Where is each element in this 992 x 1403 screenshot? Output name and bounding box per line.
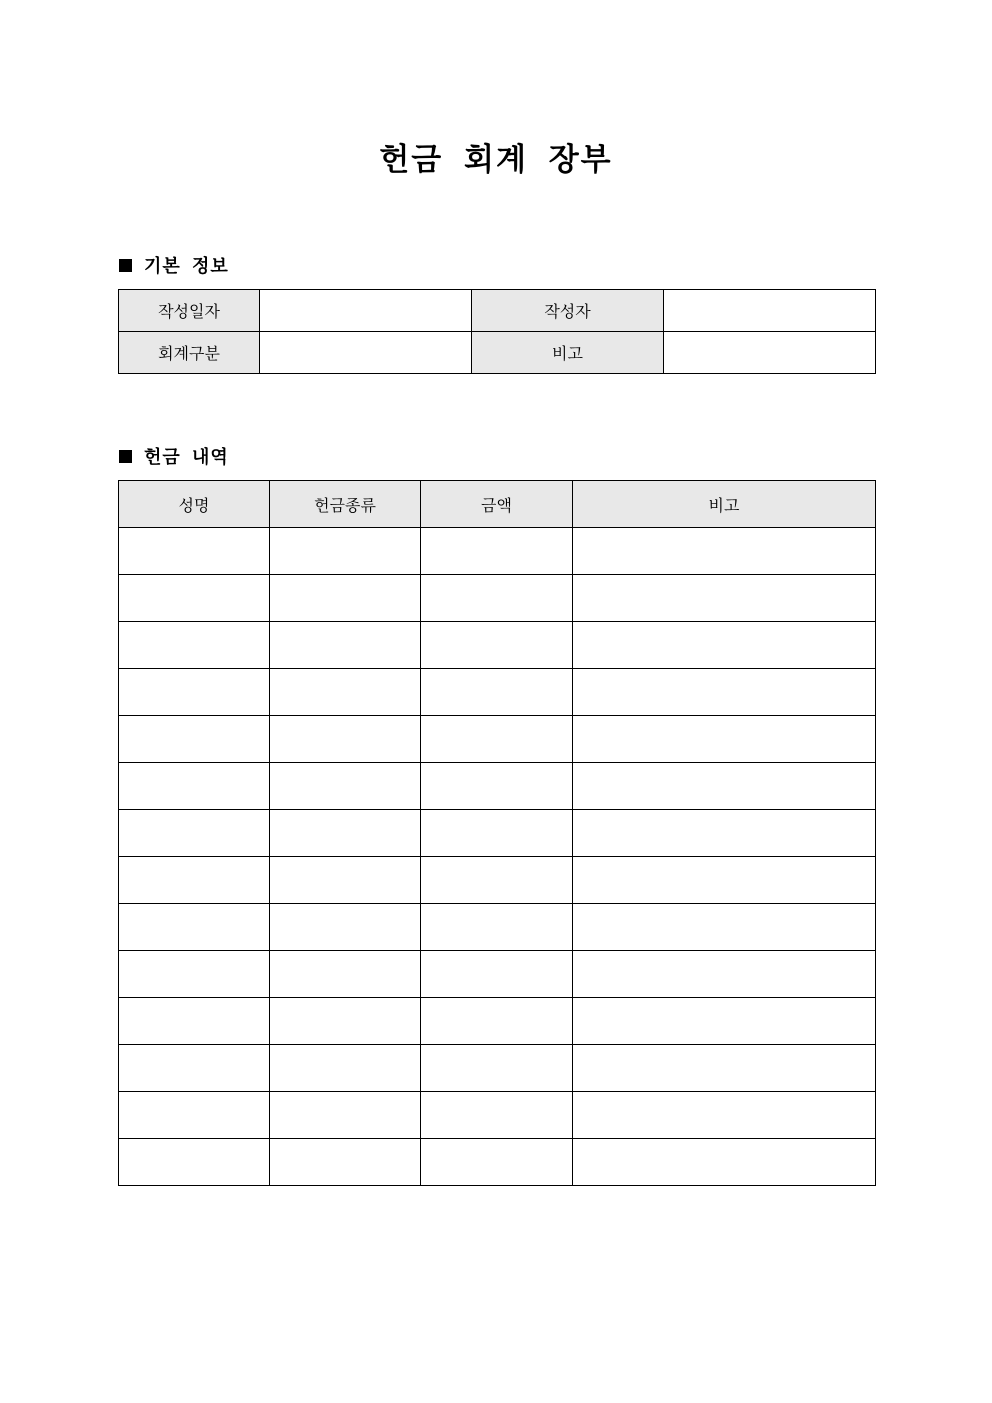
field-date[interactable] (260, 290, 472, 332)
amount-cell[interactable] (421, 904, 573, 951)
table-row (119, 716, 876, 763)
remarks-cell[interactable] (573, 857, 876, 904)
field-remarks[interactable] (664, 332, 876, 374)
remarks-cell[interactable] (573, 716, 876, 763)
amount-cell[interactable] (421, 1139, 573, 1186)
label-author: 작성자 (472, 290, 664, 332)
amount-cell[interactable] (421, 622, 573, 669)
amount-cell[interactable] (421, 810, 573, 857)
field-author[interactable] (664, 290, 876, 332)
remarks-cell[interactable] (573, 528, 876, 575)
name-cell[interactable] (119, 1092, 270, 1139)
amount-cell[interactable] (421, 998, 573, 1045)
section-heading-text: 헌금 내역 (144, 447, 229, 468)
amount-cell[interactable] (421, 575, 573, 622)
remarks-cell[interactable] (573, 763, 876, 810)
remarks-cell[interactable] (573, 951, 876, 998)
offering-type-cell[interactable] (270, 1139, 421, 1186)
amount-cell[interactable] (421, 669, 573, 716)
name-cell[interactable] (119, 857, 270, 904)
table-row (119, 528, 876, 575)
remarks-cell[interactable] (573, 622, 876, 669)
remarks-cell[interactable] (573, 1092, 876, 1139)
name-cell[interactable] (119, 669, 270, 716)
name-cell[interactable] (119, 951, 270, 998)
table-row (119, 810, 876, 857)
remarks-cell[interactable] (573, 575, 876, 622)
remarks-cell[interactable] (573, 998, 876, 1045)
remarks-cell[interactable] (573, 1045, 876, 1092)
offering-type-cell[interactable] (270, 810, 421, 857)
offering-type-cell[interactable] (270, 622, 421, 669)
section-heading-cash-details (119, 444, 229, 468)
table-row (119, 622, 876, 669)
amount-cell[interactable] (421, 716, 573, 763)
offering-type-cell[interactable] (270, 951, 421, 998)
table-header-row (119, 481, 876, 528)
name-cell[interactable] (119, 763, 270, 810)
name-cell[interactable] (119, 716, 270, 763)
amount-cell[interactable] (421, 763, 573, 810)
amount-cell[interactable] (421, 1092, 573, 1139)
label-date: 작성일자 (119, 290, 260, 332)
offering-type-cell[interactable] (270, 1092, 421, 1139)
name-cell[interactable] (119, 528, 270, 575)
amount-cell[interactable] (421, 951, 573, 998)
basic-info-table (118, 289, 876, 374)
field-account-type[interactable] (260, 332, 472, 374)
table-row (119, 904, 876, 951)
column-header-name: 성명 (119, 481, 270, 528)
label-account-type: 회계구분 (119, 332, 260, 374)
name-cell[interactable] (119, 622, 270, 669)
offering-type-cell[interactable] (270, 763, 421, 810)
offering-type-cell[interactable] (270, 528, 421, 575)
cash-details-table (118, 480, 876, 1186)
column-header-remarks: 비고 (573, 481, 876, 528)
basic-info-row (119, 290, 876, 332)
offering-type-cell[interactable] (270, 1045, 421, 1092)
label-remarks: 비고 (472, 332, 664, 374)
column-header-amount: 금액 (421, 481, 573, 528)
offering-type-cell[interactable] (270, 998, 421, 1045)
table-row (119, 951, 876, 998)
remarks-cell[interactable] (573, 810, 876, 857)
name-cell[interactable] (119, 1139, 270, 1186)
square-bullet-icon (119, 450, 132, 463)
amount-cell[interactable] (421, 528, 573, 575)
table-row (119, 1045, 876, 1092)
remarks-cell[interactable] (573, 669, 876, 716)
amount-cell[interactable] (421, 857, 573, 904)
square-bullet-icon (119, 259, 132, 272)
remarks-cell[interactable] (573, 904, 876, 951)
basic-info-row (119, 332, 876, 374)
table-row (119, 763, 876, 810)
table-row (119, 1092, 876, 1139)
name-cell[interactable] (119, 810, 270, 857)
column-header-offering-type: 헌금종류 (270, 481, 421, 528)
table-row (119, 575, 876, 622)
name-cell[interactable] (119, 575, 270, 622)
offering-type-cell[interactable] (270, 716, 421, 763)
section-heading-text: 기본 정보 (144, 256, 229, 277)
amount-cell[interactable] (421, 1045, 573, 1092)
offering-type-cell[interactable] (270, 669, 421, 716)
section-heading-basic-info (119, 253, 229, 277)
page-title: 헌금 회계 장부 (379, 142, 613, 178)
name-cell[interactable] (119, 1045, 270, 1092)
table-row (119, 998, 876, 1045)
table-row (119, 669, 876, 716)
table-row (119, 857, 876, 904)
offering-type-cell[interactable] (270, 857, 421, 904)
table-row (119, 1139, 876, 1186)
remarks-cell[interactable] (573, 1139, 876, 1186)
offering-type-cell[interactable] (270, 575, 421, 622)
offering-type-cell[interactable] (270, 904, 421, 951)
name-cell[interactable] (119, 998, 270, 1045)
name-cell[interactable] (119, 904, 270, 951)
